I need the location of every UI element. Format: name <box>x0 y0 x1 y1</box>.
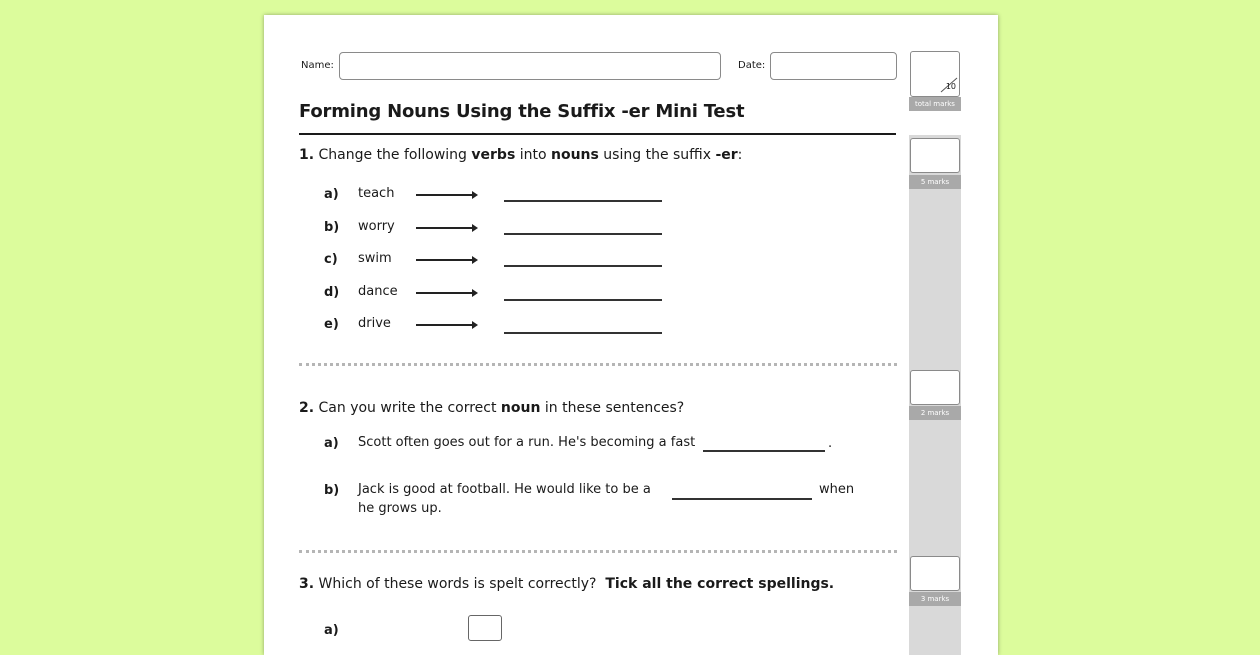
answer-line[interactable] <box>703 450 825 452</box>
answer-line[interactable] <box>504 200 662 202</box>
question-2a-letter: a) <box>324 436 339 451</box>
answer-line[interactable] <box>504 233 662 235</box>
question-1-mark-box[interactable] <box>910 138 960 173</box>
answer-line[interactable] <box>504 332 662 334</box>
question-2b-end: when <box>819 482 855 497</box>
question-2-mark-box[interactable] <box>910 370 960 405</box>
date-label: Date: <box>738 60 766 71</box>
arrow-icon <box>416 324 474 326</box>
question-2-text: 2. Can you write the correct noun in these sentences? <box>299 400 685 416</box>
question-3-mark-box[interactable] <box>910 556 960 591</box>
total-marks-box[interactable] <box>910 51 960 97</box>
arrow-icon <box>416 292 474 294</box>
arrow-icon <box>416 259 474 261</box>
date-field[interactable] <box>770 52 897 80</box>
section-divider <box>299 363 897 366</box>
question-2-marks-label: 2 marks <box>909 406 961 420</box>
question-2a-text: Scott often goes out for a run. He's becoming a fast <box>358 435 696 450</box>
total-marks-value: 10 <box>945 82 956 91</box>
answer-line[interactable] <box>504 299 662 301</box>
answer-line[interactable] <box>504 265 662 267</box>
question-2b-letter: b) <box>324 483 340 498</box>
arrow-icon <box>416 227 474 229</box>
answer-line[interactable] <box>672 498 812 500</box>
name-label: Name: <box>301 60 334 71</box>
arrow-icon <box>416 194 474 196</box>
question-2b-line2: he grows up. <box>358 501 442 516</box>
page-title: Forming Nouns Using the Suffix -er Mini Test <box>299 101 745 122</box>
question-1-marks-label: 5 marks <box>909 175 961 189</box>
total-marks-label: total marks <box>909 97 961 111</box>
question-3-text: 3. Which of these words is spelt correctly? Tick all the correct spellings. <box>299 576 835 592</box>
question-1-text: 1. Change the following verbs into nouns using the suffix -er: <box>299 147 743 163</box>
question-3a-letter: a) <box>324 623 339 638</box>
name-field[interactable] <box>339 52 721 80</box>
worksheet-page: Name: Date: 10 total marks Forming Nouns Using the Suffix -er Mini Test 1. Change the following verbs into nouns using the suffix -er: 5 marks a) teach b) worry c) swim d) dance e) drive 2. Can you write the correct noun in these sentences? 2 marks a) Scott often goes out for a run. He's becoming a fast . b) Jack is good at football. He would like to be a when he grows up. 3. Which of these words is spelt correctly? Tick all the correct spellings. 3 marks a) <box>264 15 998 655</box>
section-divider <box>299 550 897 553</box>
tick-box[interactable] <box>468 615 502 641</box>
question-3-marks-label: 3 marks <box>909 592 961 606</box>
title-rule <box>299 133 896 135</box>
question-2b-text: Jack is good at football. He would like to be a <box>358 482 651 497</box>
question-2a-end: . <box>828 436 833 451</box>
